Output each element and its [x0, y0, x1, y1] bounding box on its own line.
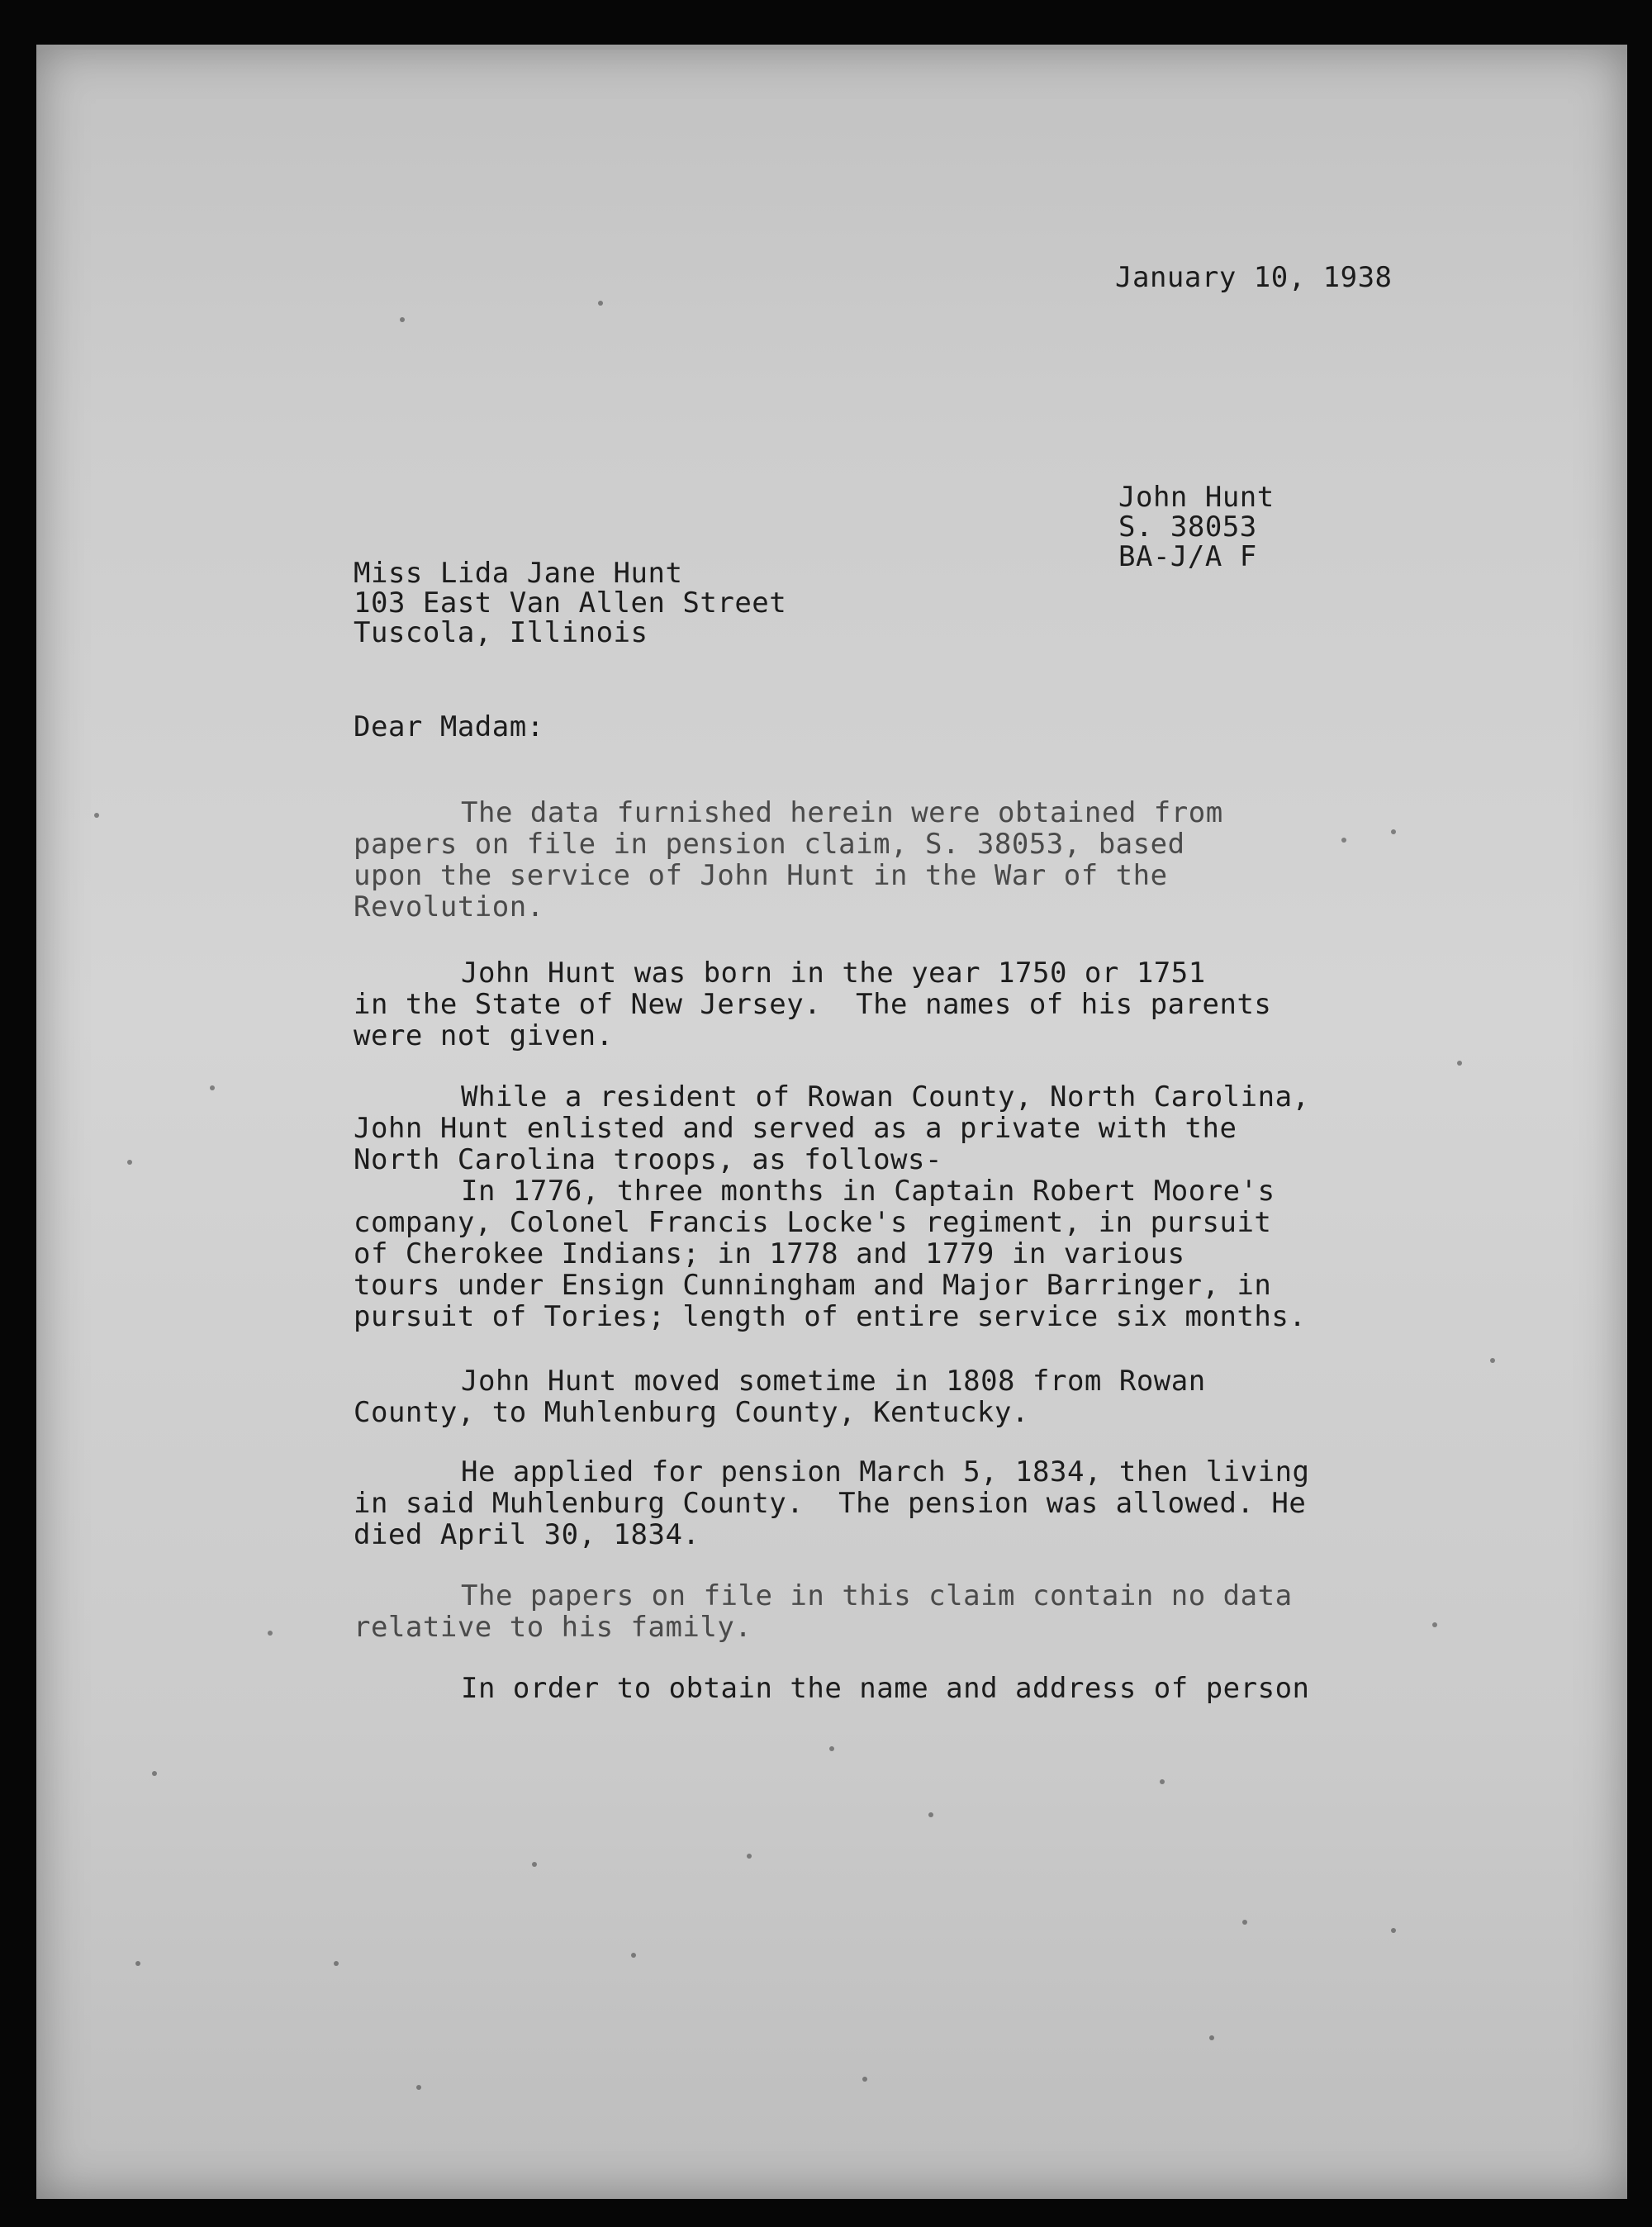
paragraph-line: The papers on file in this claim contain no data	[461, 1579, 1293, 1612]
paragraph-line: While a resident of Rowan County, North Carolina,	[461, 1080, 1310, 1114]
salutation: Dear Madam:	[354, 710, 544, 743]
scan-speck	[210, 1085, 215, 1090]
paragraph-line: John Hunt moved sometime in 1808 from Rowan	[461, 1365, 1206, 1398]
recipient-name: Miss Lida Jane Hunt	[354, 557, 683, 590]
scan-speck	[127, 1160, 132, 1165]
letter-page	[36, 45, 1627, 2199]
paragraph-line: pursuit of Tories; length of entire service six months.	[354, 1300, 1307, 1333]
paragraph-line: were not given.	[354, 1019, 614, 1052]
scan-speck	[135, 1961, 140, 1966]
scan-speck	[1432, 1622, 1437, 1627]
scan-speck	[928, 1812, 933, 1817]
scan-speck	[1209, 2035, 1214, 2040]
paragraph-line: The data furnished herein were obtained from	[461, 796, 1223, 829]
scan-speck	[268, 1631, 273, 1636]
paragraph-line: died April 30, 1834.	[354, 1518, 700, 1551]
scan-speck	[747, 1854, 752, 1859]
scan-speck	[829, 1746, 834, 1751]
paragraph-line: company, Colonel Francis Locke's regiment, in pursuit	[354, 1206, 1272, 1239]
reference-office-code: BA-J/A F	[1118, 540, 1257, 573]
reference-name: John Hunt	[1118, 481, 1275, 514]
scan-speck	[862, 2077, 867, 2082]
scan-speck	[400, 317, 405, 322]
paragraph-line: in said Muhlenburg County. The pension was allowed. He	[354, 1487, 1307, 1520]
scan-speck	[1160, 1779, 1165, 1784]
scan-speck	[1341, 838, 1346, 843]
scan-speck	[1490, 1358, 1495, 1363]
paragraph-line: of Cherokee Indians; in 1778 and 1779 in various	[354, 1237, 1185, 1270]
paragraph-line: John Hunt was born in the year 1750 or 1751	[461, 957, 1206, 990]
scan-speck	[1391, 1928, 1396, 1933]
letter-date: January 10, 1938	[1115, 261, 1393, 294]
paragraph-line: County, to Muhlenburg County, Kentucky.	[354, 1396, 1029, 1429]
paragraph-closing	[354, 1672, 1310, 1771]
paragraph-line: in the State of New Jersey. The names of his parents	[354, 988, 1272, 1021]
paragraph-line: relative to his family.	[354, 1611, 752, 1644]
paragraph-line: He applied for pension March 5, 1834, then living	[461, 1455, 1310, 1489]
scan-speck	[1391, 829, 1396, 834]
scan-speck	[416, 2085, 421, 2090]
scan-speck	[1457, 1061, 1462, 1066]
scan-speck	[1242, 1920, 1247, 1925]
scan-speck	[94, 813, 99, 818]
paragraph-line: upon the service of John Hunt in the War of the	[354, 859, 1168, 892]
paragraph-line: North Carolina troops, as follows-	[354, 1143, 942, 1176]
paragraph-line: papers on file in pension claim, S. 38053, based	[354, 828, 1185, 861]
reference-claim-number: S. 38053	[1118, 510, 1257, 544]
paragraph-line: In order to obtain the name and address of person	[461, 1672, 1310, 1705]
paragraph-line: Revolution.	[354, 890, 544, 924]
recipient-street: 103 East Van Allen Street	[354, 586, 787, 620]
paragraph-line: John Hunt enlisted and served as a private with the	[354, 1112, 1237, 1145]
scan-speck	[598, 301, 603, 306]
paragraph-line: In 1776, three months in Captain Robert Moore's	[461, 1175, 1275, 1208]
paragraph-line: tours under Ensign Cunningham and Major Barringer, in	[354, 1269, 1272, 1302]
recipient-city: Tuscola, Illinois	[354, 616, 648, 649]
scan-speck	[334, 1961, 339, 1966]
scan-speck	[631, 1953, 636, 1958]
page-top-edge	[36, 45, 1627, 50]
scan-speck	[152, 1771, 157, 1776]
scan-speck	[532, 1862, 537, 1867]
